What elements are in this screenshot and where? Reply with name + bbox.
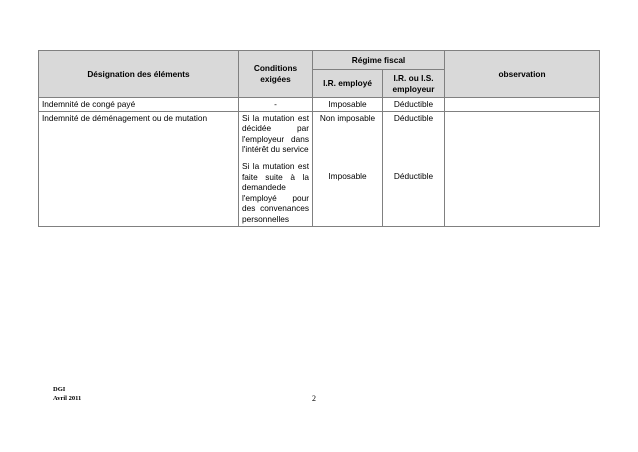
- header-observation: observation: [445, 51, 600, 98]
- row-conditions-cell: [239, 111, 313, 226]
- header-conditions: Conditions exigées: [239, 51, 313, 98]
- ir-is-employeur-1: Déductible: [393, 112, 434, 123]
- row-designation: Indemnité de déménagement ou de mutation: [39, 111, 239, 226]
- table-row: [39, 98, 600, 112]
- ir-employe-1: Non imposable: [319, 112, 376, 123]
- header-ir-is-employeur: I.R. ou I.S. employeur: [383, 70, 445, 98]
- row-observation: [445, 98, 600, 112]
- row-observation: [445, 111, 600, 226]
- page-number: 2: [312, 394, 316, 403]
- footer-left: [53, 386, 81, 403]
- row-ir-employe-cell: [313, 111, 383, 226]
- table-row: [39, 111, 600, 226]
- condition-1: Si la mutation est décidée par l'employeur dans l'intérêt du service: [242, 112, 309, 155]
- row-ir-employe: Imposable: [313, 98, 383, 112]
- row-ir-is-employeur-cell: [383, 111, 445, 226]
- ir-is-employeur-2: Déductible: [393, 171, 434, 182]
- row-condition: -: [239, 98, 313, 112]
- ir-employe-2: Imposable: [328, 171, 367, 182]
- row-ir-is-employeur: Déductible: [383, 98, 445, 112]
- header-designation: Désignation des éléments: [39, 51, 239, 98]
- header-ir-employe: I.R. employé: [313, 70, 383, 98]
- header-regime-fiscal: Régime fiscal: [313, 51, 445, 70]
- row-designation: Indemnité de congé payé: [39, 98, 239, 112]
- condition-2: Si la mutation est faite suite à la demandede l'employé pour des convenances personnelles: [242, 160, 309, 224]
- fiscal-regime-table: [38, 50, 600, 227]
- footer-org: DGI: [53, 386, 66, 393]
- footer-date: Avril 2011: [53, 394, 82, 402]
